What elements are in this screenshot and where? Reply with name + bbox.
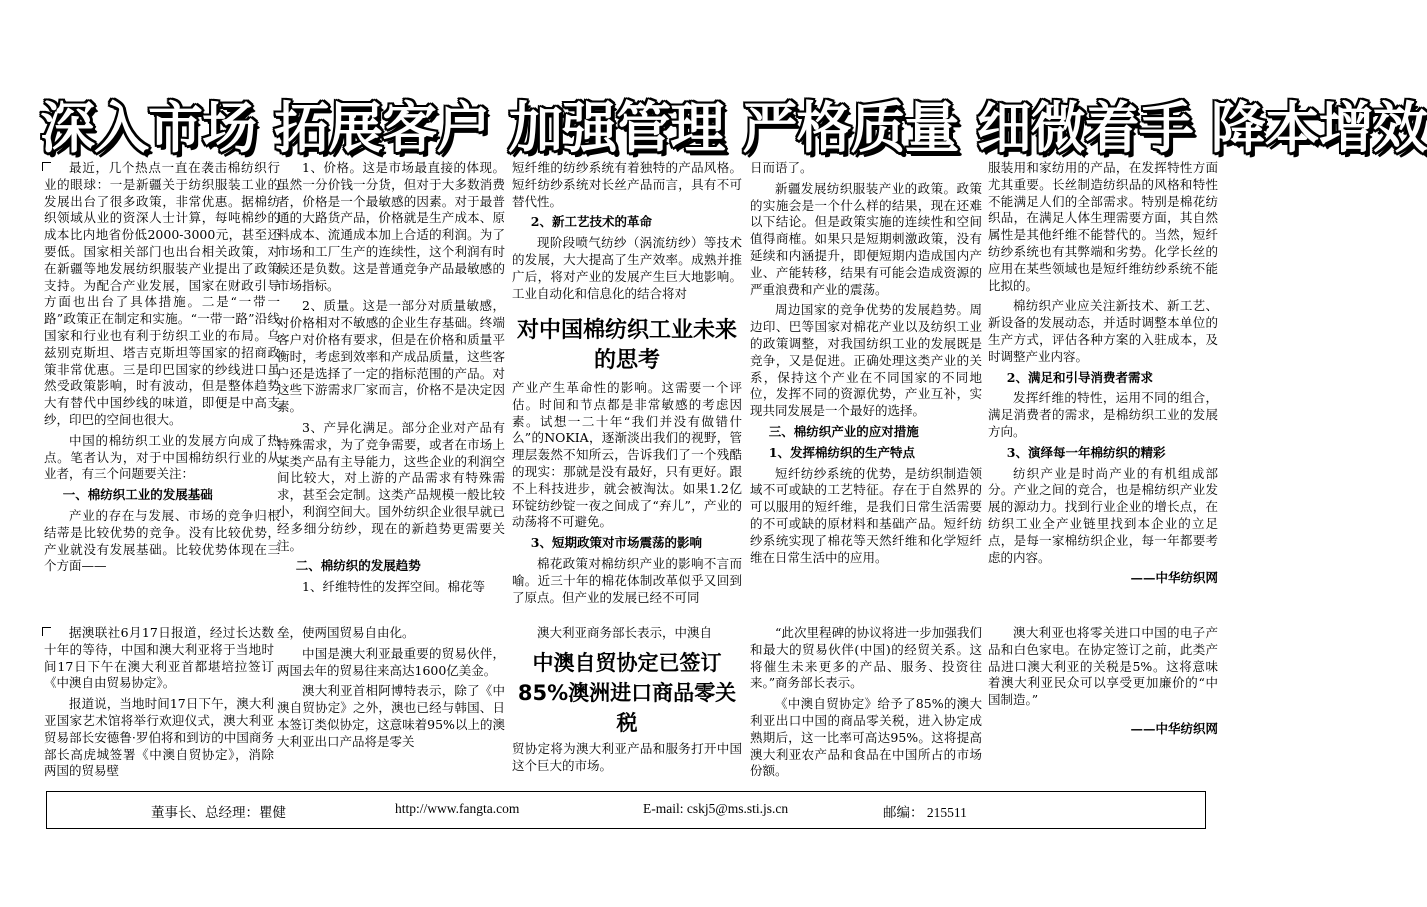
article2-column-5: [988, 625, 1218, 785]
section-heading: 3、演绎每一年棉纺织的精彩: [1006, 444, 1166, 460]
footer-website[interactable]: http://www.fangta.com: [395, 801, 520, 816]
paragraph: 垒，使两国贸易自由化。: [277, 625, 415, 640]
article1-column-3-top: [512, 160, 742, 310]
article2-column-3-bottom: [512, 741, 742, 785]
paragraph: 最近，几个热点一直在袭击棉纺织行业的眼球：一是新疆关于纺织服装工业的发展出台了很多政策，非常优惠。据棉纺织领域从业的资深人士计算，每吨棉纱的成本比内地省份低2000-3000元，甚至还要低。国家相关部门也出台相关政策，对在新疆等地发展纺织服装产业提出了政策支持。为配合产业发展，国家在财政引导方面也出台了具体措施。二是“一带一路”政策正在制定和实施。“一带一路”沿线国家和行业也有利于纺织工业的布局。乌兹别克斯坦、塔吉克斯坦等国家的招商政策非常优惠。三是印巴国家的纱线进口虽然受政策影响，时有波动，但是整体趋势大有替代中国纱线的味道，即便是中高支纱，印巴的空间也很大。: [44, 160, 280, 427]
article1-title: 对中国棉纺织工业未来的思考: [512, 316, 742, 380]
footer-postcode: 邮编： 215511: [883, 805, 967, 820]
section-heading: 2、满足和引导消费者需求: [1006, 369, 1153, 385]
masthead-slogan: 深入市场 拓展客户 加强管理 严格质量 细微着手 降本增效: [40, 96, 1427, 160]
article1-column-4: [750, 160, 982, 620]
footer-contact-box: [46, 791, 1206, 829]
article1-column-1: [44, 160, 280, 620]
paragraph: 澳大利亚也将零关进口中国的电子产品和白色家电。在协定签订之前，此类产品进口澳大利亚的关税是5%。这将意味着澳大利亚民众可以享受更加廉价的“中国制造。”: [988, 625, 1218, 708]
paragraph: 《中澳自贸协定》给予了85%的澳大利亚出口中国的商品零关税，进入协定成熟期后，这一比率可高达95%。这将提高澳大利亚农产品和食品在中国所占的市场份额。: [750, 696, 982, 779]
paragraph: 3、产异化满足。部分企业对产品有特殊需求，为了竞争需要，或者在市场上某类产品有主导能力，这些企业的利润空间比较大，对上游的产品需求有特殊需求，甚至会定制。这类产品规模一般比较小，利润空间大。国外纺织企业很早就已经多细分纺纱，现在的新趋势更需要关注。: [277, 419, 505, 553]
article2-column-2: [277, 625, 505, 785]
paragraph: 纺织产业是时尚产业的有机组成部分。产业之间的竞合，也是棉纺织产业发展的源动力。找到行业企业的增长点，在纺织工业全产业链里找到本企业的立足点，是每一家棉纺织企业，每一年都要考虑的内容。: [988, 465, 1218, 565]
paragraph: 据澳联社6月17日报道，经过长达数十年的等待，中国和澳大利亚将于当地时间17日下午在澳大利亚首都堪培拉签订《中澳自由贸易协定》。: [44, 625, 274, 691]
paragraph: 1、纤维特性的发挥空间。棉花等: [302, 579, 485, 595]
paragraph: 2、质量。这是一部分对质量敏感，对价格相对不敏感的企业生存基础。终端客户对价格有要求，但是在价格和质量平衡时，考虑到效率和产成品质量，这些客户还是选择了一定的指标范围的产品。对这些下游需求厂家而言，价格不是决定因素。: [277, 298, 505, 415]
paragraph: 日而语了。: [750, 160, 813, 175]
paragraph: 服装用和家纺用的产品，在发挥特性方面尤其重要。长丝制造纺织品的风格和特性不能满足人们的全部需求。特别是棉花纺织品，在满足人体生理需要方面，其自然属性是其他纤维不能替代的。当然，短纤纺纱系统也有其弊端和劣势。化学长丝的应用在某些领域也是短纤维纺纱系统不能比拟的。: [988, 160, 1218, 293]
article1-column-3-bottom: [512, 380, 742, 620]
paragraph: 现阶段喷气纺纱（涡流纺纱）等技术的发展，大大提高了生产效率。成熟并推广后，将对产业的发展产生巨大地影响。工业自动化和信息化的结合将对: [512, 235, 742, 301]
paragraph: 报道说，当地时间17日下午，澳大利亚国家艺术馆将举行欢迎仪式，澳大利亚贸易部长安德鲁·罗伯将和到访的中国商务部长高虎城签署《中澳自贸协定》，消除两国的贸易壁: [44, 696, 274, 779]
section-heading: 一、棉纺织工业的发展基础: [62, 487, 213, 503]
paragraph: 短纤维的纺纱系统有着独特的产品风格。短纤纺纱系统对长丝产品而言，具有不可替代性。: [512, 160, 742, 209]
paragraph: 棉花政策对棉纺织产业的影响不言而喻。近三十年的棉花体制改革似乎又回到了原点。但产业的发展已经不可同: [512, 555, 742, 605]
section-heading: 1、发挥棉纺织的生产特点: [768, 444, 915, 460]
paragraph: 新疆发展纺织服装产业的政策。政策的实施会是一个什么样的结果，现在还难以下结论。但是政策实施的连续性和空间值得商榷。如果只是短期刺激政策，没有延续和内涵提升，即便短期内造成国内产业、产能转移，结果有可能会造成资源的严重浪费和产业的震荡。: [750, 180, 982, 297]
paragraph: 发挥纤维的特性，运用不同的组合，满足消费者的需求，是棉纺织工业的发展方向。: [988, 390, 1218, 439]
section-heading: 3、短期政策对市场震荡的影响: [530, 535, 702, 551]
footer-email[interactable]: E-mail: cskj5@ms.sti.js.cn: [643, 801, 789, 816]
paragraph: “此次里程碑的协议将进一步加强我们和最大的贸易伙伴(中国)的经贸关系。这将催生未来更多的产品、服务、投资往来。”商务部长表示。: [750, 625, 982, 691]
paragraph: 中国是澳大利亚最重要的贸易伙伴，两国去年的贸易往来高达1600亿美金。: [277, 645, 505, 678]
paragraph: 1、价格。这是市场最直接的体现。虽然一分价钱一分货，但对于大多数消费者，价格是一个最敏感的因素。对于最普通的大路货产品，价格就是生产成本、原料成本、流通成本加上合适的利润。为了市场和工厂生产的连续性，这个利润有时候还是负数。这是普通竞争产品最敏感的市场指标。: [277, 160, 505, 293]
paragraph: 产业产生革命性的影响。这需要一个评估。时间和节点都是非常敏感的考虑因素。试想一二十年“我们并没有做错什么”的NOKIA，逐渐淡出我们的视野，管理层轰然不知所云，告诉我们了一个残酷的现实：那就是没有最好，只有更好。跟不上科技进步，就会被淘汰。如果1.2亿环锭纺纱锭一夜之间成了“弃儿”，产业的动荡将不可避免。: [512, 380, 742, 530]
article2-column-3-top: [512, 625, 742, 645]
article2-column-1: [44, 625, 274, 785]
article2-column-4: [750, 625, 982, 785]
article1-column-5: [988, 160, 1218, 620]
paragraph: 产业的存在与发展、市场的竞争归根结蒂是比较优势的竞争。没有比较优势，产业就没有发展基础。比较优势体现在三个方面——: [44, 507, 280, 574]
paragraph: 棉纺织产业应关注新技术、新工艺、新设备的发展动态，并适时调整本单位的生产方式，评估各种方案的入驻成本，及时调整产业内容。: [988, 298, 1218, 364]
paragraph: 贸协定将为澳大利亚产品和服务打开中国这个巨大的市场。: [512, 741, 742, 773]
paragraph: 澳大利亚首相阿博特表示，除了《中澳自贸协定》之外，澳也已经与韩国、日本签订类似协定，这意味着95%以上的澳大利亚出口产品将是零关: [277, 683, 505, 749]
paragraph: 周边国家的竞争优势的发展趋势。周边印、巴等国家对棉花产业以及纺织工业的政策调整，对我国纺织工业的发展既是竞争，又是促进。正确处理这类产业的关系，保持这个产业在不同国家的不同地位，发挥不同的资源优势，产业互补，实现共同发展是一个最好的选择。: [750, 302, 982, 419]
paragraph: 短纤纺纱系统的优势，是纺织制造领域不可或缺的工艺特征。存在于自然界的可以服用的短纤维，是我们日常生活需要的不可或缺的原材料和基础产品。短纤纺纱系统实现了棉花等天然纤维和化学短纤维在日常生活中的应用。: [750, 465, 982, 565]
section-heading: 三、棉纺织产业的应对措施: [768, 423, 919, 439]
section-heading: 二、棉纺织的发展趋势: [295, 558, 421, 574]
article2-source: ——中华纺织网: [1130, 720, 1218, 736]
article2-title: 中澳自贸协定已签订 85%澳洲进口商品零关税: [512, 648, 742, 740]
section-heading: 2、新工艺技术的革命: [530, 214, 652, 230]
paragraph: 澳大利亚商务部长表示，中澳自: [537, 625, 713, 640]
footer-chairman: 董事长、总经理：瞿健: [151, 805, 286, 820]
article1-column-2: [277, 160, 505, 620]
paragraph: 中国的棉纺织工业的发展方向成了热点。笔者认为，对于中国棉纺织行业的从业者，有三个问题要关注：: [44, 432, 280, 482]
article1-source: ——中华纺织网: [1130, 570, 1218, 586]
